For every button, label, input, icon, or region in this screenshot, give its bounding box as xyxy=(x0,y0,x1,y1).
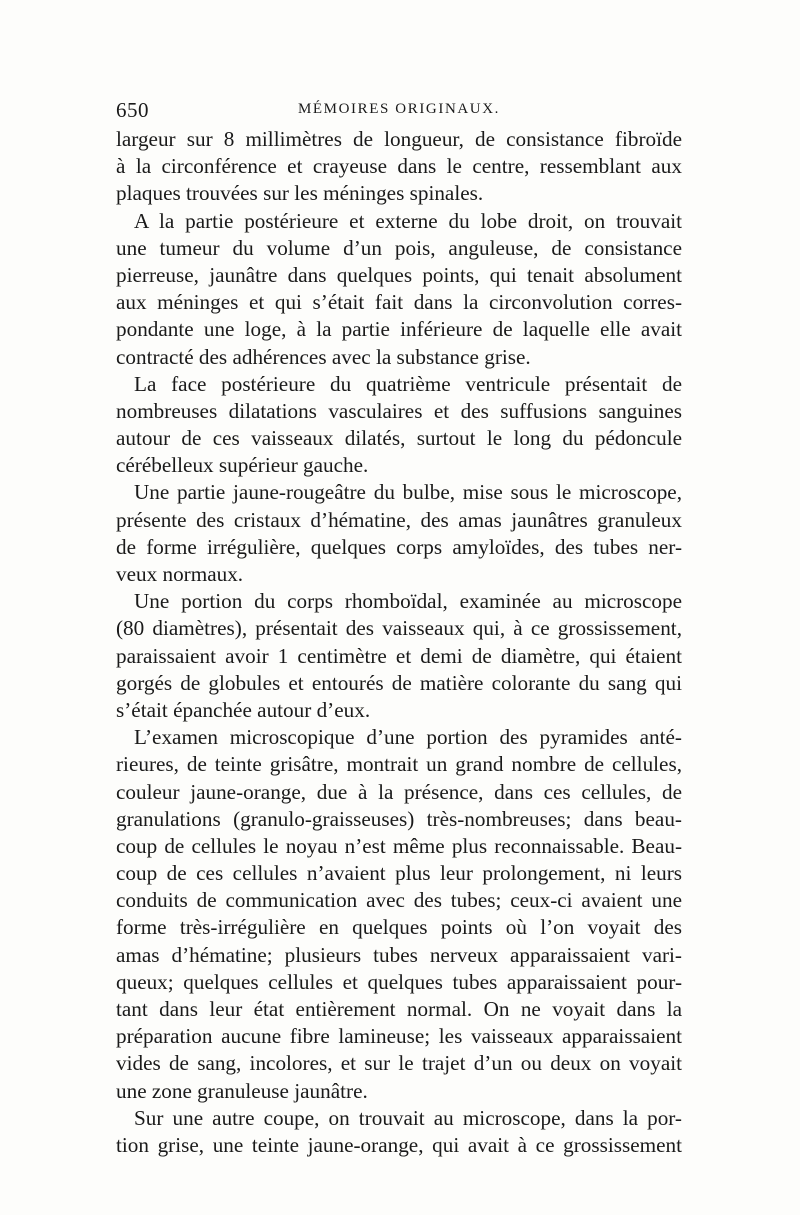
paragraph xyxy=(116,1105,682,1159)
text-line: plaques trouvées sur les méninges spinales. xyxy=(116,181,484,206)
text-line: rieures, de teinte grisâtre, montrait un grand nombre de cellules, xyxy=(116,752,682,777)
text-line: largeur sur 8 millimètres de longueur, de consistance fibroïde xyxy=(116,127,682,151)
text-line: Une portion du corps rhomboïdal, examinée au microscope xyxy=(134,589,682,614)
text-line: gorgés de globules et entourés de matière colorante du sang qui xyxy=(116,670,682,695)
text-line: s’était épanchée autour d’eux. xyxy=(116,697,371,722)
text-line: veux normaux. xyxy=(116,562,244,586)
running-title: MÉMOIRES ORIGINAUX. xyxy=(297,101,501,117)
text-line: autour de ces vaisseaux dilatés, surtout le long du pédoncule xyxy=(116,426,682,451)
text-line: queux; quelques cellules et quelques tubes apparaissaient pour- xyxy=(116,969,682,994)
text-line: granulations (granulo-graisseuses) très-nombreuses; dans beau- xyxy=(116,806,682,831)
text-line: de forme irrégulière, quelques corps amyloïdes, des tubes ner- xyxy=(116,534,682,559)
text-line: Sur une autre coupe, on trouvait au microscope, dans la por- xyxy=(134,1105,682,1130)
text-line: contracté des adhérences avec la substance grise. xyxy=(116,344,531,369)
text-line: L’examen microscopique d’une portion des pyramides anté- xyxy=(134,725,682,750)
text-line: tion grise, une teinte jaune-orange, qui avait à ce grossissement xyxy=(116,1132,682,1157)
text-line: paraissaient avoir 1 centimètre et demi de diamètre, qui étaient xyxy=(116,643,682,668)
text-line: conduits de communication avec des tubes; ceux-ci avaient une xyxy=(116,888,682,913)
paragraph xyxy=(116,208,682,371)
paragraph xyxy=(116,588,682,724)
text-line: coup de ces cellules n’avaient plus leur prolongement, ni leurs xyxy=(116,861,682,886)
text-line: tant dans leur état entièrement normal. On ne voyait dans la xyxy=(116,997,682,1021)
text-line: coup de cellules le noyau n’est même plus reconnaissable. Beau- xyxy=(116,833,682,858)
text-line: pierreuse, jaunâtre dans quelques points, qui tenait absolument xyxy=(116,262,682,287)
text-line: amas d’hématine; plusieurs tubes nerveux apparaissaient vari- xyxy=(116,942,682,967)
text-line: une tumeur du volume d’un pois, anguleuse, de consistance xyxy=(116,235,682,260)
text-line: (80 diamètres), présentait des vaisseaux qui, à ce grossissement, xyxy=(116,616,682,641)
text-line: vides de sang, incolores, et sur le trajet d’un ou deux on voyait xyxy=(116,1051,682,1076)
text-line: nombreuses dilatations vasculaires et des suffusions sanguines xyxy=(116,398,682,423)
text-line: préparation aucune fibre lamineuse; les vaisseaux apparaissaient xyxy=(116,1024,682,1049)
text-line: Une partie jaune-rougeâtre du bulbe, mise sous le microscope, xyxy=(134,480,682,505)
text-line: forme très-irrégulière en quelques points où l’on voyait des xyxy=(116,915,682,940)
paragraph xyxy=(116,371,682,480)
text-line: La face postérieure du quatrième ventricule présentait de xyxy=(134,371,682,396)
paragraph xyxy=(116,126,682,208)
text-line: à la circonférence et crayeuse dans le centre, ressemblant aux xyxy=(116,154,682,179)
paragraph xyxy=(116,479,682,588)
text-line: pondante une loge, à la partie inférieure de laquelle elle avait xyxy=(116,317,682,342)
paragraph xyxy=(116,724,682,1105)
text-line: présente des cristaux d’hématine, des amas jaunâtres granuleux xyxy=(116,507,682,532)
page-number: 650 xyxy=(116,98,149,122)
body-text xyxy=(116,126,682,1159)
text-line: couleur jaune-orange, due à la présence, dans ces cellules, de xyxy=(116,779,682,804)
text-line: aux méninges et qui s’était fait dans la circonvolution corres- xyxy=(116,290,682,315)
text-line: cérébelleux supérieur gauche. xyxy=(116,453,369,478)
text-line: A la partie postérieure et externe du lobe droit, on trouvait xyxy=(134,208,682,233)
text-line: une zone granuleuse jaunâtre. xyxy=(116,1078,368,1103)
page-header xyxy=(116,98,682,128)
